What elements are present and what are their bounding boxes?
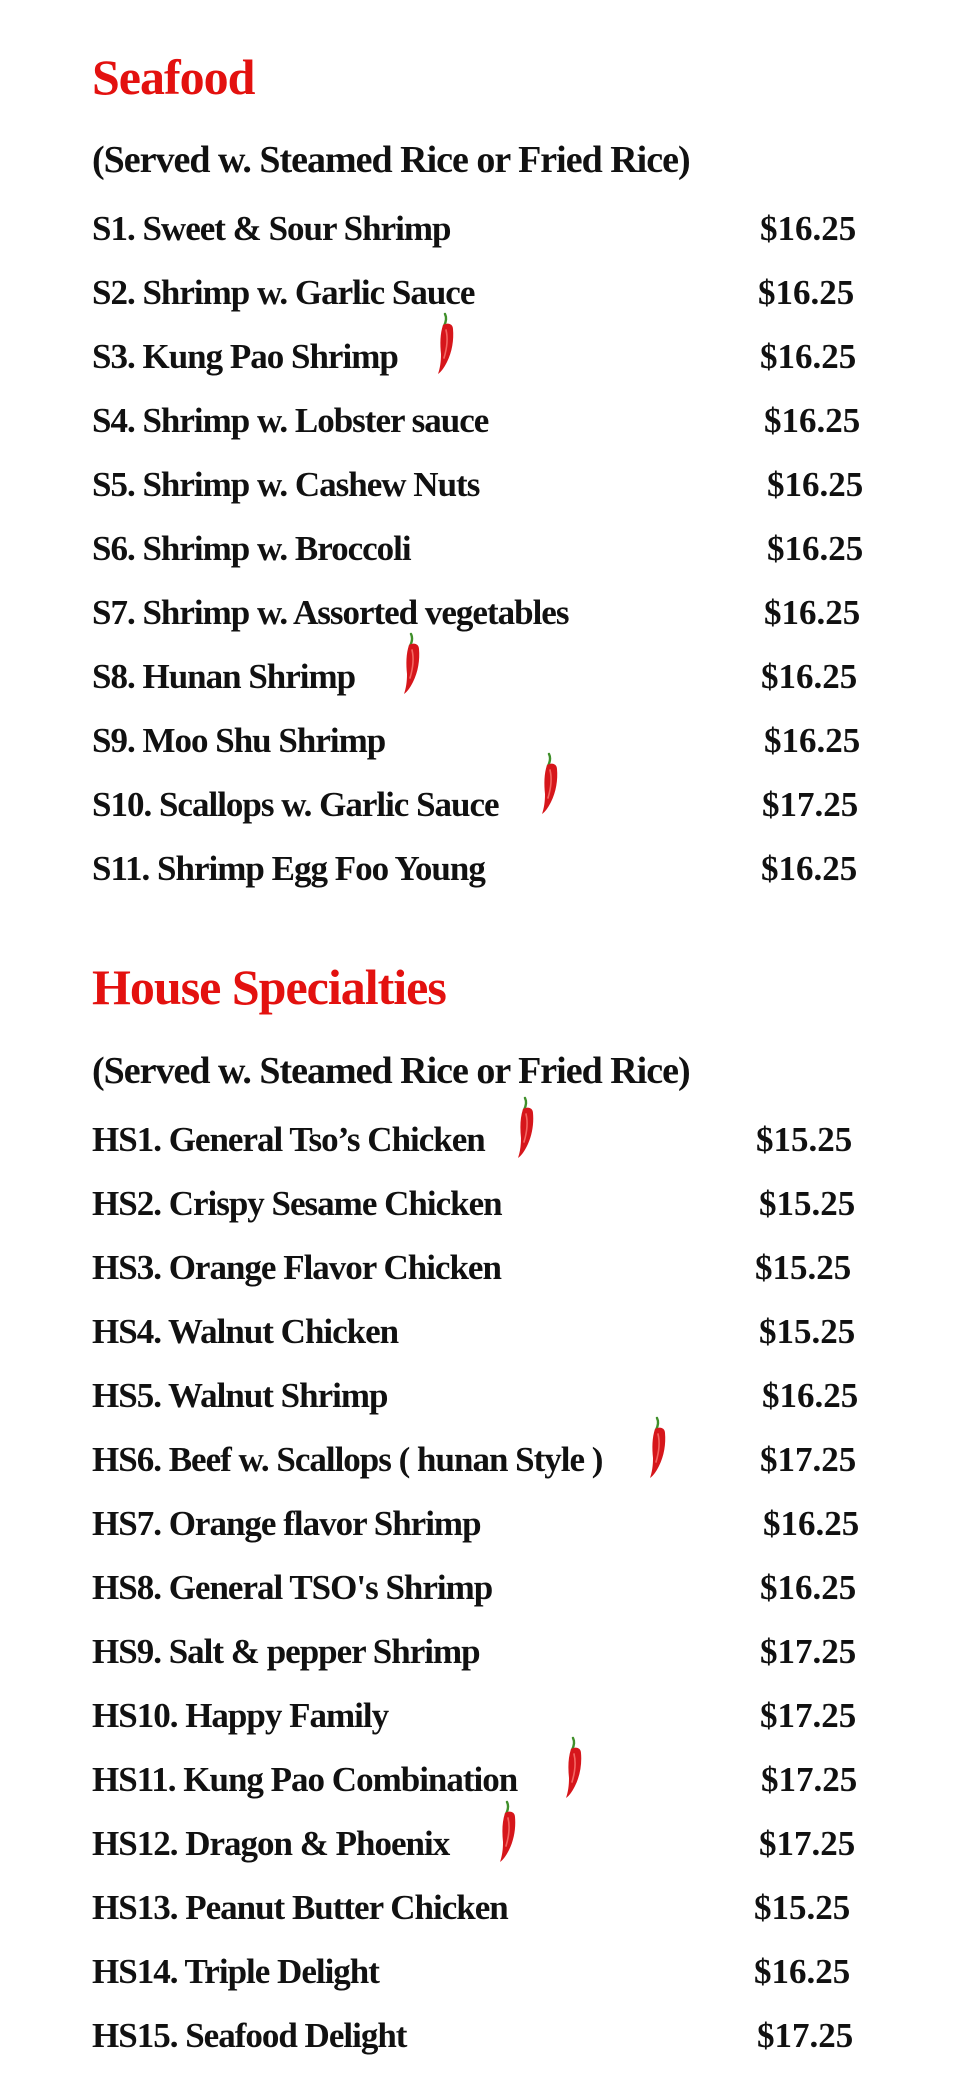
item-name: HS5. Walnut Shrimp (92, 1376, 388, 1415)
item-name: S9. Moo Shu Shrimp (92, 721, 386, 760)
item-price: $16.25 (764, 593, 861, 632)
menu-item (0, 2013, 960, 2059)
item-price: $15.25 (756, 1120, 853, 1159)
menu-item (0, 1757, 960, 1803)
menu-item (0, 1373, 960, 1419)
item-name: HS8. General TSO's Shrimp (92, 1568, 493, 1607)
chili-pepper-icon (434, 312, 464, 376)
item-name: HS11. Kung Pao Combination (92, 1760, 518, 1799)
section-note: (Served w. Steamed Rice or Fried Rice) (92, 139, 690, 181)
chili-pepper-icon (496, 1800, 526, 1864)
menu-item (0, 1117, 960, 1163)
item-name: S6. Shrimp w. Broccoli (92, 529, 411, 568)
item-name: S3. Kung Pao Shrimp (92, 337, 398, 376)
item-price: $15.25 (755, 1248, 852, 1287)
menu-item (0, 1309, 960, 1355)
chili-pepper-icon (400, 632, 430, 696)
item-name: S4. Shrimp w. Lobster sauce (92, 401, 489, 440)
chili-pepper-icon (646, 1416, 676, 1480)
item-price: $16.25 (761, 657, 858, 696)
item-name: HS6. Beef w. Scallops ( hunan Style ) (92, 1440, 603, 1479)
item-price: $17.25 (760, 1440, 857, 1479)
item-name: HS15. Seafood Delight (92, 2016, 407, 2055)
item-price: $17.25 (760, 1696, 857, 1735)
item-name: HS2. Crispy Sesame Chicken (92, 1184, 502, 1223)
item-price: $16.25 (767, 465, 864, 504)
item-price: $16.25 (764, 721, 861, 760)
item-price: $15.25 (754, 1888, 851, 1927)
item-name: HS3. Orange Flavor Chicken (92, 1248, 501, 1287)
item-price: $16.25 (767, 529, 864, 568)
item-name: S2. Shrimp w. Garlic Sauce (92, 273, 475, 312)
item-price: $17.25 (762, 785, 859, 824)
item-price: $16.25 (764, 401, 861, 440)
item-name: HS13. Peanut Butter Chicken (92, 1888, 508, 1927)
item-price: $16.25 (758, 273, 855, 312)
item-name: HS7. Orange flavor Shrimp (92, 1504, 481, 1543)
menu-item (0, 1245, 960, 1291)
item-name: S7. Shrimp w. Assorted vegetables (92, 593, 569, 632)
chili-pepper-icon (562, 1736, 592, 1800)
menu-item (0, 1821, 960, 1867)
section-title: Seafood (92, 49, 255, 105)
item-price: $16.25 (760, 1568, 857, 1607)
item-price: $16.25 (754, 1952, 851, 1991)
menu-item (0, 1693, 960, 1739)
chili-pepper-icon (538, 752, 568, 816)
item-name: HS12. Dragon & Phoenix (92, 1824, 450, 1863)
item-price: $17.25 (759, 1824, 856, 1863)
item-price: $16.25 (760, 337, 857, 376)
item-name: S8. Hunan Shrimp (92, 657, 356, 696)
menu-item (0, 1629, 960, 1675)
item-price: $16.25 (763, 1504, 860, 1543)
item-price: $16.25 (762, 1376, 859, 1415)
item-price: $17.25 (761, 1760, 858, 1799)
chili-pepper-icon (514, 1096, 544, 1160)
menu-item (0, 1437, 960, 1483)
item-price: $16.25 (761, 849, 858, 888)
item-name: HS1. General Tso’s Chicken (92, 1120, 485, 1159)
item-name: HS14. Triple Delight (92, 1952, 379, 1991)
section-note: (Served w. Steamed Rice or Fried Rice) (92, 1050, 690, 1092)
item-price: $15.25 (759, 1184, 856, 1223)
section-title: House Specialties (92, 959, 446, 1015)
item-name: HS10. Happy Family (92, 1696, 389, 1735)
menu-item (0, 1501, 960, 1547)
menu-item (0, 1885, 960, 1931)
item-name-price: $17.25 (757, 2016, 854, 2055)
menu-item (0, 1949, 960, 1995)
menu-item (0, 1565, 960, 1611)
menu-item (0, 1181, 960, 1227)
item-name: S1. Sweet & Sour Shrimp (92, 209, 451, 248)
item-name: S11. Shrimp Egg Foo Young (92, 849, 485, 888)
item-name: S10. Scallops w. Garlic Sauce (92, 785, 499, 824)
item-price: $16.25 (760, 209, 857, 248)
item-price: $15.25 (759, 1312, 856, 1351)
item-name: HS9. Salt & pepper Shrimp (92, 1632, 480, 1671)
item-price: $17.25 (760, 1632, 857, 1671)
item-name: HS4. Walnut Chicken (92, 1312, 399, 1351)
item-name: S5. Shrimp w. Cashew Nuts (92, 465, 480, 504)
